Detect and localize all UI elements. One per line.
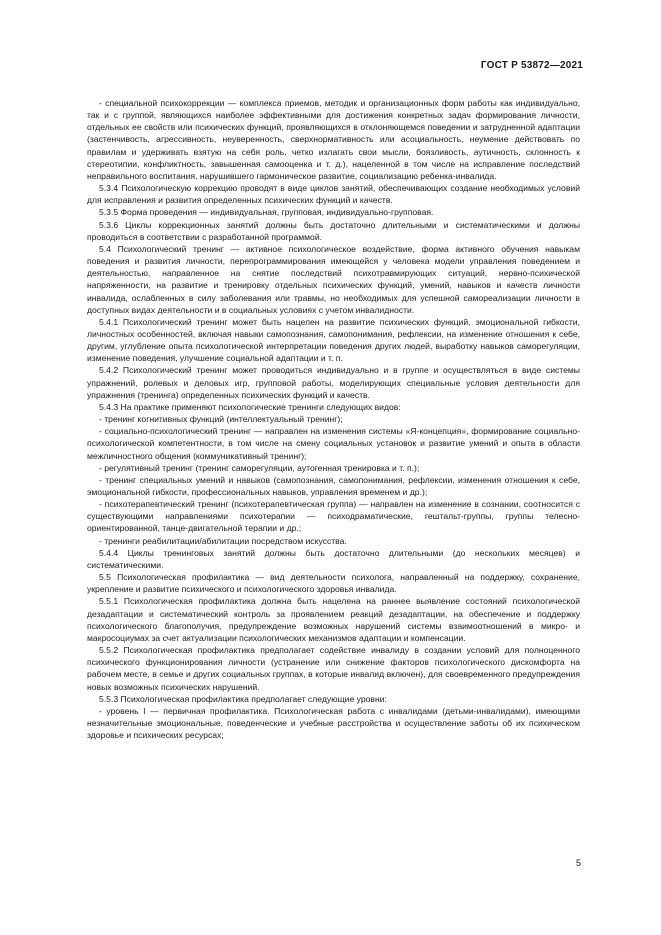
list-item: - тренинг специальных умений и навыков (самопознания, самопонимания, рефлексии, изменения отношения к себе, эмоциональной гибкости, профессиональных навыков, управления временем и др.);	[87, 474, 580, 497]
paragraph: - специальной психокоррекции — комплекса приемов, методик и организационных форм работы как индивидуально, так и с группой, являющихся наиболее эффективными для достижения конкретных задач формирования личности, отдельных ее свойств или психических функций, проявляющихся в отклоняющемся поведении и затрудненной адаптации (застенчивость, агрессивность, неуверенность, сверхнормативность или асоциальность, неумение действовать по правилам и удерживать взятую на себя роль, четко излагать свои мысли, боязливость, аутичность, склонность к стереотипии, конфликтность, завышенная самооценка и т. д.), нацеленной в том числе на исправление последствий неправильного воспитания, нарушившего гармоническое развитие, социализацию ребенка-инвалида.	[87, 98, 580, 181]
page-number: 5	[575, 858, 581, 868]
list-item: - социально-психологический тренинг — направлен на изменения системы «Я-концепция», формирование социально-психологической компетентности, в том числе на смену социальных установок и развитие умений и опыта в области межличностного общения (коммуникативный тренинг);	[87, 426, 580, 461]
paragraph: 5.4 Психологический тренинг — активное психологическое воздействие, форма активного обучения навыкам поведения и развития личности, перепрограммирования имеющейся у человека модели управления поведением и деятельностью, направленное на снятие последствий психотравмирующих ситуаций, нервно-психической напряженности, на развитие и тренировку отдельных психических функций, умений, навыков и качеств личности инвалида, ослабленных в силу заболевания или травмы, но необходимых для успешной самореализации личности в доступных видах деятельности и в социальных условиях с учетом инвалидности.	[87, 243, 580, 315]
list-item: - тренинги реабилитации/абилитации посредством искусства.	[99, 535, 347, 546]
list-item: - уровень I — первичная профилактика. Психологическая работа с инвалидами (детьми-инвалидами), имеющими незначительные эмоциональные, поведенческие и учебные расстройства и осуществление заботы об их психическом здоровье и психических ресурсах;	[87, 705, 580, 741]
standard-header: ГОСТ Р 53872—2021	[480, 60, 583, 71]
paragraph: 5.5.3 Психологическая профилактика предполагает следующие уровни:	[99, 693, 387, 704]
body-text	[87, 97, 580, 741]
paragraph: 5.4.4 Циклы тренинговых занятий должны быть достаточно длительными (до нескольких месяцев) и систематическими.	[87, 547, 580, 570]
paragraph: 5.3.5 Форма проведения — индивидуальная, групповая, индивидуально-групповая.	[99, 207, 434, 218]
paragraph: 5.5.1 Психологическая профилактика должна быть нацелена на раннее выявление состояний психологической дезадаптации и систематический контроль за проявлением реакций дезадаптации, на обеспечение и поддержку психологического благополучия, предупреждение возможных нарушений системы взаимоотношений в микро- и макросоциумах за счет актуализации психологических механизмов адаптации и компенсации.	[87, 596, 580, 643]
list-item: - тренинг когнитивных функций (интеллектуальный тренинг);	[99, 414, 343, 425]
list-item: - психотерапевтический тренинг (психотерапевтическая группа) — направлен на изменение в сознании, соотносится с существующими направлениями психотерапии — психодраматические, гештальт-группы, группы телесно-ориентированной, танце-двигательной терапии и др.;	[87, 499, 580, 534]
list-item: - регулятивный тренинг (тренинг саморегуляции, аутогенная тренировка и т. п.);	[99, 462, 420, 473]
paragraph: 5.3.6 Циклы коррекционных занятий должны быть достаточно длительными и систематическими и должны проводиться в соответствии с разработанной программой.	[87, 219, 580, 242]
paragraph: 5.3.4 Психологическую коррекцию проводят в виде циклов занятий, обеспечивающих создание необходимых условий для исправления и развития определенных психических функций и качеств.	[87, 183, 580, 206]
paragraph: 5.4.1 Психологический тренинг может быть нацелен на развитие психических функций, эмоциональной гибкости, личностных особенностей, включая навыки самопознания, самопонимания, рефлексии, на изменение отношения к себе, другим, углубление опыта психологической интерпретации поведения других людей, выработку навыков саморегуляции, изменение поведения, улучшение социальной адаптации и т. п.	[87, 316, 580, 364]
paragraph: 5.5.2 Психологическая профилактика предполагает содействие инвалиду в создании условий для полноценного психического функционирования личности (устранение или снижение факторов психологического дискомфорта на рабочем месте, в семье и других социальных группах, в которые инвалид включен), для своевременного предупреждения новых возможных психических нарушений.	[87, 645, 580, 692]
paragraph: 5.5 Психологическая профилактика — вид деятельности психолога, направленный на поддержку, сохранение, укрепление и развитие психического и психологического здоровья инвалида.	[87, 572, 580, 595]
paragraph: 5.4.3 На практике применяют психологические тренинги следующих видов:	[99, 401, 401, 412]
paragraph: 5.4.2 Психологический тренинг может проводиться индивидуально и в группе и осуществляться в виде системы упражнений, ролевых и деловых игр, групповой работы, моделирующих специальные условия деятельности для упражнения (тренинга) определенных психических функций и качеств.	[87, 365, 580, 400]
